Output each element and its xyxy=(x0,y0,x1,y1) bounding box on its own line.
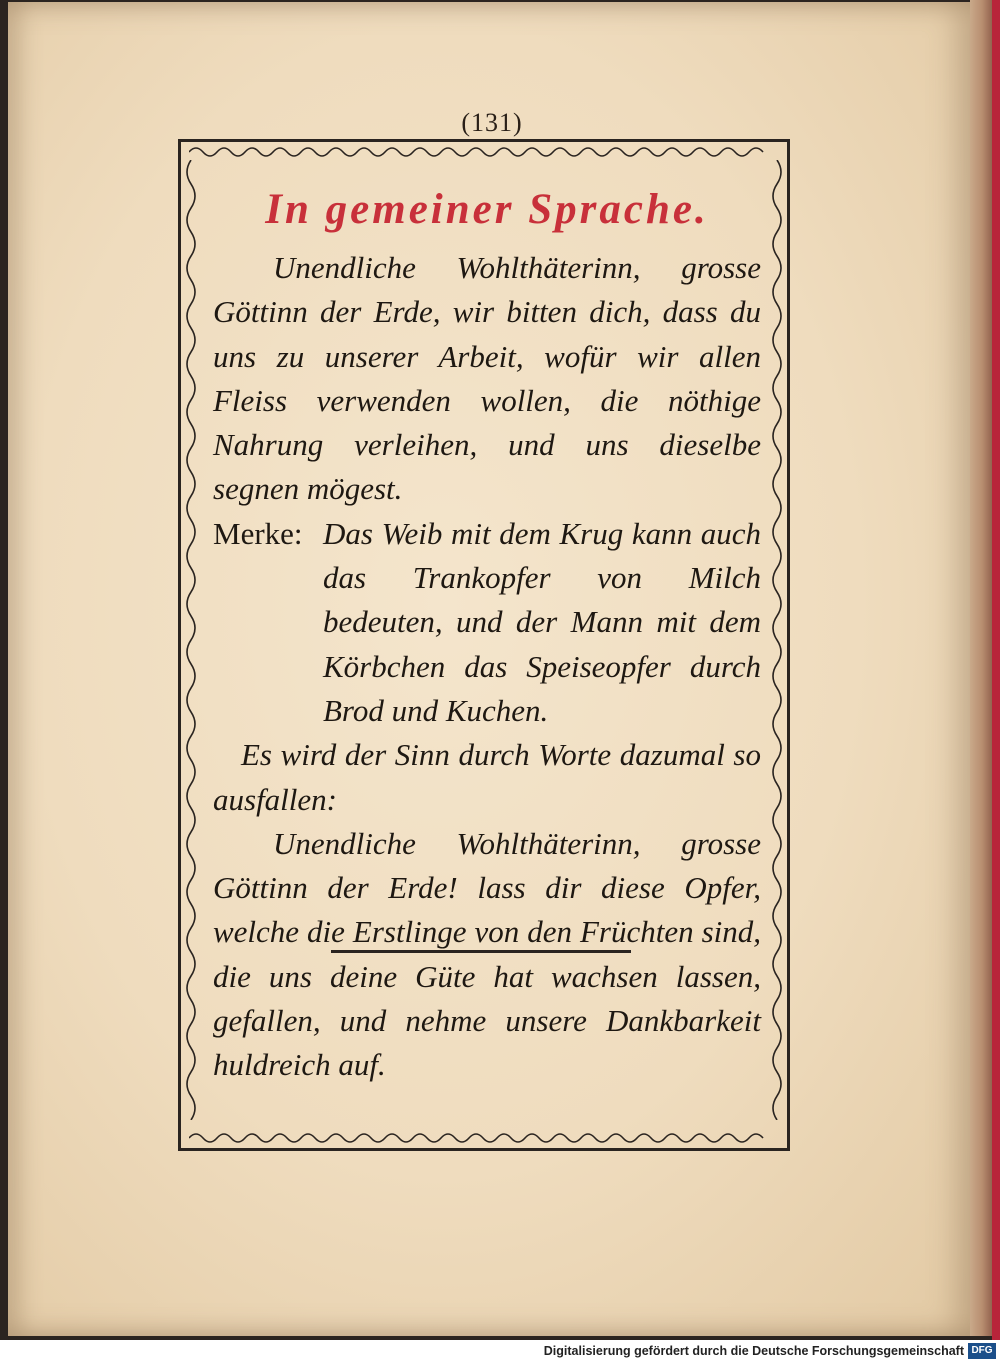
book-page xyxy=(8,2,976,1336)
frame-ornament-bottom xyxy=(189,1130,769,1146)
ornamental-frame xyxy=(178,139,790,1151)
frame-ornament-left xyxy=(183,160,199,1120)
page-number: (131) xyxy=(461,108,523,137)
merke-label: Merke: xyxy=(213,515,303,551)
merke-note xyxy=(213,512,761,733)
dfg-logo-icon: DFG xyxy=(968,1343,996,1359)
frame-ornament-top xyxy=(189,144,769,160)
paragraph-intro: Es wird der Sinn durch Worte dazumal so ausfallen: xyxy=(213,737,761,817)
footer-credit: Digitalisierung gefördert durch die Deutsche Forschungsgemeinschaft xyxy=(543,1344,964,1358)
paragraph-prayer-2: Unendliche Wohlthäterinn, grosse Göttinn der Erde! lass dir diese Opfer, welche die Erstlinge von den Früchten sind, die uns deine Güte hat wachsen lassen, gefallen, und nehme unsere Dankbarkeit huldreich auf. xyxy=(213,825,761,1083)
frame-ornament-right xyxy=(769,160,785,1120)
merke-text: Das Weib mit dem Krug kann auch das Trankopfer von Milch bedeuten, und der Mann mit dem Körbchen das Speiseopfer durch Brod und Kuchen. xyxy=(323,515,761,728)
section-title: In gemeiner Sprache. xyxy=(265,186,709,233)
paragraph-prayer-1: Unendliche Wohlthäterinn, grosse Göttinn der Erde, wir bitten dich, dass du uns zu unserer Arbeit, wofür wir allen Fleiss verwenden wollen, die nöthige Nahrung verleihen, und uns dieselbe segnen mögest. xyxy=(213,250,761,507)
binding-edge xyxy=(992,0,1000,1340)
footer-bar xyxy=(0,1340,1000,1364)
horizontal-rule xyxy=(331,950,631,953)
